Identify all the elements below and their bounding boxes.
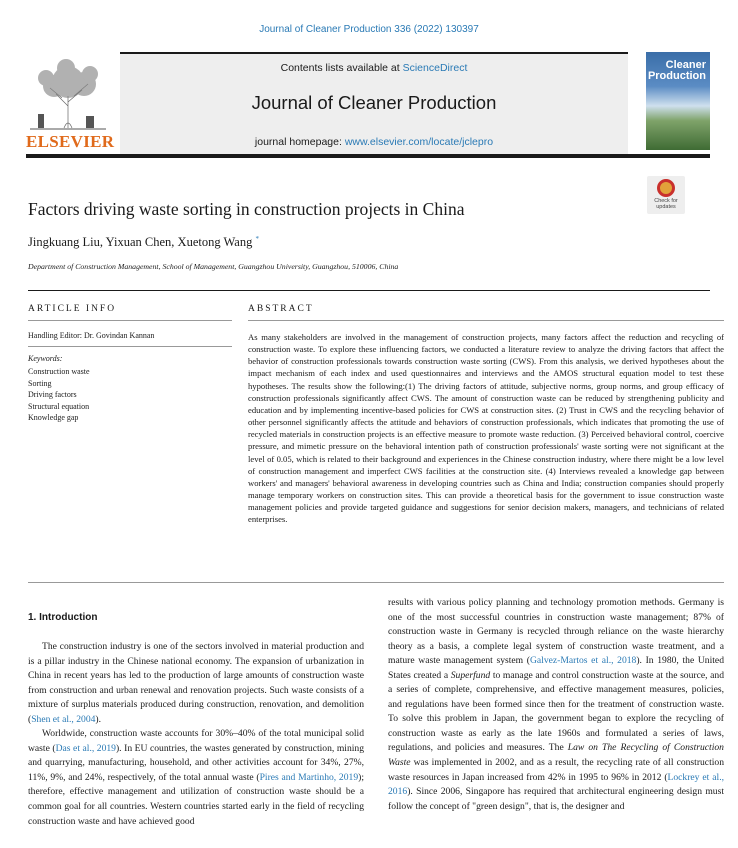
text: ). — [95, 713, 102, 725]
reference-link[interactable]: Galvez-Martos et al., 2018 — [529, 655, 637, 667]
paragraph — [28, 640, 364, 727]
emphasis: Law on The Recycling of Construction Waste — [388, 742, 724, 769]
text: The construction industry is one of the sectors involved in material production and is a pillar industry in the Chinese national economy. The expansion of urbanization in China in recent years has led to the production of large amounts of construction waste from construction and urban renewal and renovation projects. Such waste consists of a mixture of surplus materials produced during construction, renovation, and demolition ( — [28, 641, 364, 725]
text: ). In EU countries, the wastes generated by construction, mining and quarrying, manufacturing, household, and other activities account for 34%, 27%, 11%, 9%, and 24%, respectively, of the total annual waste ( — [28, 742, 364, 783]
divider — [28, 582, 724, 583]
text: to manage and control construction waste at the source, and a series of complete, comprehensive, and effective management measures, policies, and regulations have been formed since then for the treatment of construction waste. To solve this problem in Japan, the government began to explore the recycling of construction waste as early as the late 1960s and formulated a series of laws, regulations, and policies and measures. The — [388, 669, 724, 754]
masthead-rule — [26, 154, 710, 158]
text: ); therefore, effective management and utilization of construction waste should be a common goal for all countries. Western countries started early in the field of recycling construction waste and have achieved good — [28, 771, 364, 827]
keyword: Sorting — [28, 378, 52, 388]
elsevier-wordmark[interactable]: ELSEVIER — [26, 132, 115, 151]
divider — [248, 320, 724, 321]
keyword: Knowledge gap — [28, 413, 79, 422]
keyword: Structural equation — [28, 401, 90, 411]
affiliation: Department of Construction Management, School of Management, Guangzhou University, Guangzhou, 510006, China — [28, 262, 399, 271]
author-name[interactable]: Yixuan Chen — [105, 235, 172, 250]
article-info-heading: ARTICLE INFO — [28, 304, 117, 314]
reference-link[interactable]: Das et al., 2019 — [55, 742, 116, 754]
cover-title-line2: Production — [647, 70, 706, 82]
author-list: Jingkuang Liu, Yixuan Chen, Xuetong Wang * — [28, 235, 259, 250]
article-title: Factors driving waste sorting in construction projects in China — [28, 199, 465, 219]
paragraph — [388, 596, 724, 814]
cover-title — [648, 60, 706, 82]
reference-link[interactable]: Lockrey et al., 2016 — [388, 771, 724, 798]
contents-line — [120, 62, 628, 74]
text: was implemented in 2002, and as a result, the recycling rate of all construction waste resources in Japan increased from 42% in 1995 to 96% in 2012 ( — [388, 757, 724, 783]
contents-prefix: Contents lists available at — [280, 62, 403, 74]
update-icon — [657, 179, 675, 197]
keyword: Construction waste — [28, 367, 90, 376]
reference-link[interactable]: Pires and Martinho, 2019 — [259, 771, 359, 783]
paragraph — [28, 727, 364, 829]
author-name[interactable]: Jingkuang Liu — [28, 235, 100, 250]
text: results with various policy planning and technology promotion methods. Germany is one of the most successful countries in construction waste management; 87% of construction waste in Germany is recycled through reliance on the waste hierarchy theory as a basis, a complete legal system of construction waste treatment, and a mature waste management system ( — [388, 597, 724, 667]
sciencedirect-link[interactable]: ScienceDirect — [402, 62, 468, 74]
handling-editor: Handling Editor: Dr. Govindan Kannan — [28, 331, 155, 340]
text: ). In 1980, the United States created a — [388, 655, 724, 681]
text: Worldwide, construction waste accounts for 30%–40% of the total municipal solid waste ( — [28, 728, 364, 754]
introduction-heading: 1. Introduction — [28, 612, 98, 623]
abstract-heading: ABSTRACT — [248, 304, 314, 314]
divider — [28, 290, 710, 291]
text: ). Since 2006, Singapore has required that architectural engineering design must follow the concept of "green design", that is, the designer and — [388, 786, 724, 812]
cover-title-line1: Cleaner — [665, 59, 706, 71]
emphasis: Superfund — [450, 669, 491, 681]
homepage-line — [120, 136, 628, 148]
keywords-label: Keywords: — [28, 354, 63, 363]
abstract-text: As many stakeholders are involved in the management of construction projects, many factors affect the reduction and recycling of construction waste. To explore these influencing factors, we conducted a literature review to analyze the driving factors that affect the behavior of construction professionals towards construction waste sorting (CWS). From this analysis, we derived hypotheses about the impact mechanism of each index and used questionnaires and interviews and the AMOS structural equation model to test these hypotheses. The results show the following:(1) The driving factors of attitude, subjective norms, group norms, and group efficacy of construction professionals significantly affect CWS. The amount of construction waste can be reduced by strengthening publicity and education and by implementing incentive-based policies for CWS at construction sites. (2) Trust in CWS and the recycling behavior of other personnel significantly affects the attitude and behaviors of construction professionals, which indicates that promoting the use of recycled materials in construction projects is an effective measure to promote waste reduction. (3) Perceived behavioral control, coercive pressure, and mimetic pressure on the behavioral intention path of construction professionals' waste sorting were not significant at the level of 0.05, which is related to their background and experiences in the Chinese construction industry, where there might be a low level of construction management and imperfect CWS facilities at the construction site. (4) Interviews revealed a knowledge gap between workers' and managers' behavioral awareness in developing countries such as China and India; construction companies should properly manage temporary workers on construction sites. This can provide a theoretical basis for the government to issue construction waste management policies and provide targeted guidance and suggestions for senior decision makers, managers, and technicians of related enterprises. — [248, 332, 724, 525]
author-name[interactable]: Xuetong Wang — [177, 235, 253, 250]
corresponding-author-mark[interactable]: * — [255, 235, 259, 243]
keyword: Driving factors — [28, 390, 77, 399]
keyword-list — [28, 366, 90, 424]
right-column — [388, 596, 724, 814]
left-column — [28, 640, 364, 829]
divider — [28, 346, 232, 347]
journal-masthead — [120, 52, 628, 154]
journal-title: Journal of Cleaner Production — [251, 92, 497, 113]
reference-link[interactable]: Shen et al., 2004 — [31, 713, 96, 725]
divider — [28, 320, 232, 321]
journal-cover-thumbnail[interactable] — [646, 52, 710, 150]
check-for-updates-badge[interactable] — [647, 176, 685, 214]
journal-citation[interactable]: Journal of Cleaner Production 336 (2022) 130397 — [259, 24, 479, 35]
journal-homepage-link[interactable]: www.elsevier.com/locate/jclepro — [344, 136, 494, 148]
homepage-prefix: journal homepage: — [254, 136, 345, 148]
badge-text: Check for updates — [654, 198, 678, 210]
